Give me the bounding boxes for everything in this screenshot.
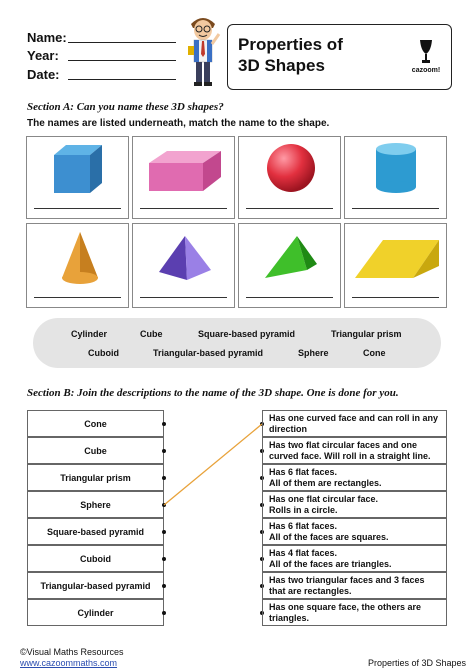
word-bank-item: Triangular prism: [331, 329, 402, 339]
name-box: Sphere: [27, 491, 164, 518]
description-box: Has one flat circular face. Rolls in a circle.: [262, 491, 447, 518]
word-bank-item: Cone: [363, 348, 386, 358]
footer-page-title: Properties of 3D Shapes: [368, 658, 467, 668]
description-box: Has two triangular faces and 3 faces that are rectangles.: [262, 572, 447, 599]
cazoom-logo: cazoom!: [409, 39, 443, 77]
description-box: Has 6 flat faces. All of them are rectangles.: [262, 464, 447, 491]
word-bank-item: Triangular-based pyramid: [153, 348, 264, 358]
name-box: Triangular prism: [27, 464, 164, 491]
description-box: Has 4 flat faces. All of the faces are triangles.: [262, 545, 447, 572]
word-bank-item: Cuboid: [88, 348, 119, 358]
name-box: Triangular-based pyramid: [27, 572, 164, 599]
copyright-text: ©Visual Maths Resources: [20, 647, 124, 657]
footer-link[interactable]: [20, 658, 117, 668]
section-a-heading: Section A: Can you name these 3D shapes?: [27, 101, 224, 113]
name-box: Square-based pyramid: [27, 518, 164, 545]
name-box: Cone: [27, 410, 164, 437]
description-box: Has one square face, the others are triangles.: [262, 599, 447, 626]
date-label: Date:: [27, 67, 60, 82]
word-bank-item: Cylinder: [71, 329, 108, 339]
name-box: Cylinder: [27, 599, 164, 626]
worksheet-title: Properties of 3D Shapes: [238, 35, 343, 75]
section-b-heading: Section B: Join the descriptions to the name of the 3D shape. One is done for you.: [27, 387, 399, 399]
description-box: Has one curved face and can roll in any direction: [262, 410, 447, 437]
website-link[interactable]: www.cazoommaths.com: [20, 658, 118, 668]
word-bank-item: Sphere: [298, 348, 329, 358]
word-bank-item: Cube: [140, 329, 163, 339]
description-box: Has two flat circular faces and one curved face. Will roll in a straight line.: [262, 437, 447, 464]
name-label: Name:: [27, 30, 67, 45]
name-box: Cuboid: [27, 545, 164, 572]
word-bank-item: Square-based pyramid: [198, 329, 296, 339]
section-a-instruction: The names are listed underneath, match the name to the shape.: [27, 118, 330, 129]
year-label: Year:: [27, 48, 59, 63]
name-box: Cube: [27, 437, 164, 464]
description-box: Has 6 flat faces. All of the faces are squares.: [262, 518, 447, 545]
